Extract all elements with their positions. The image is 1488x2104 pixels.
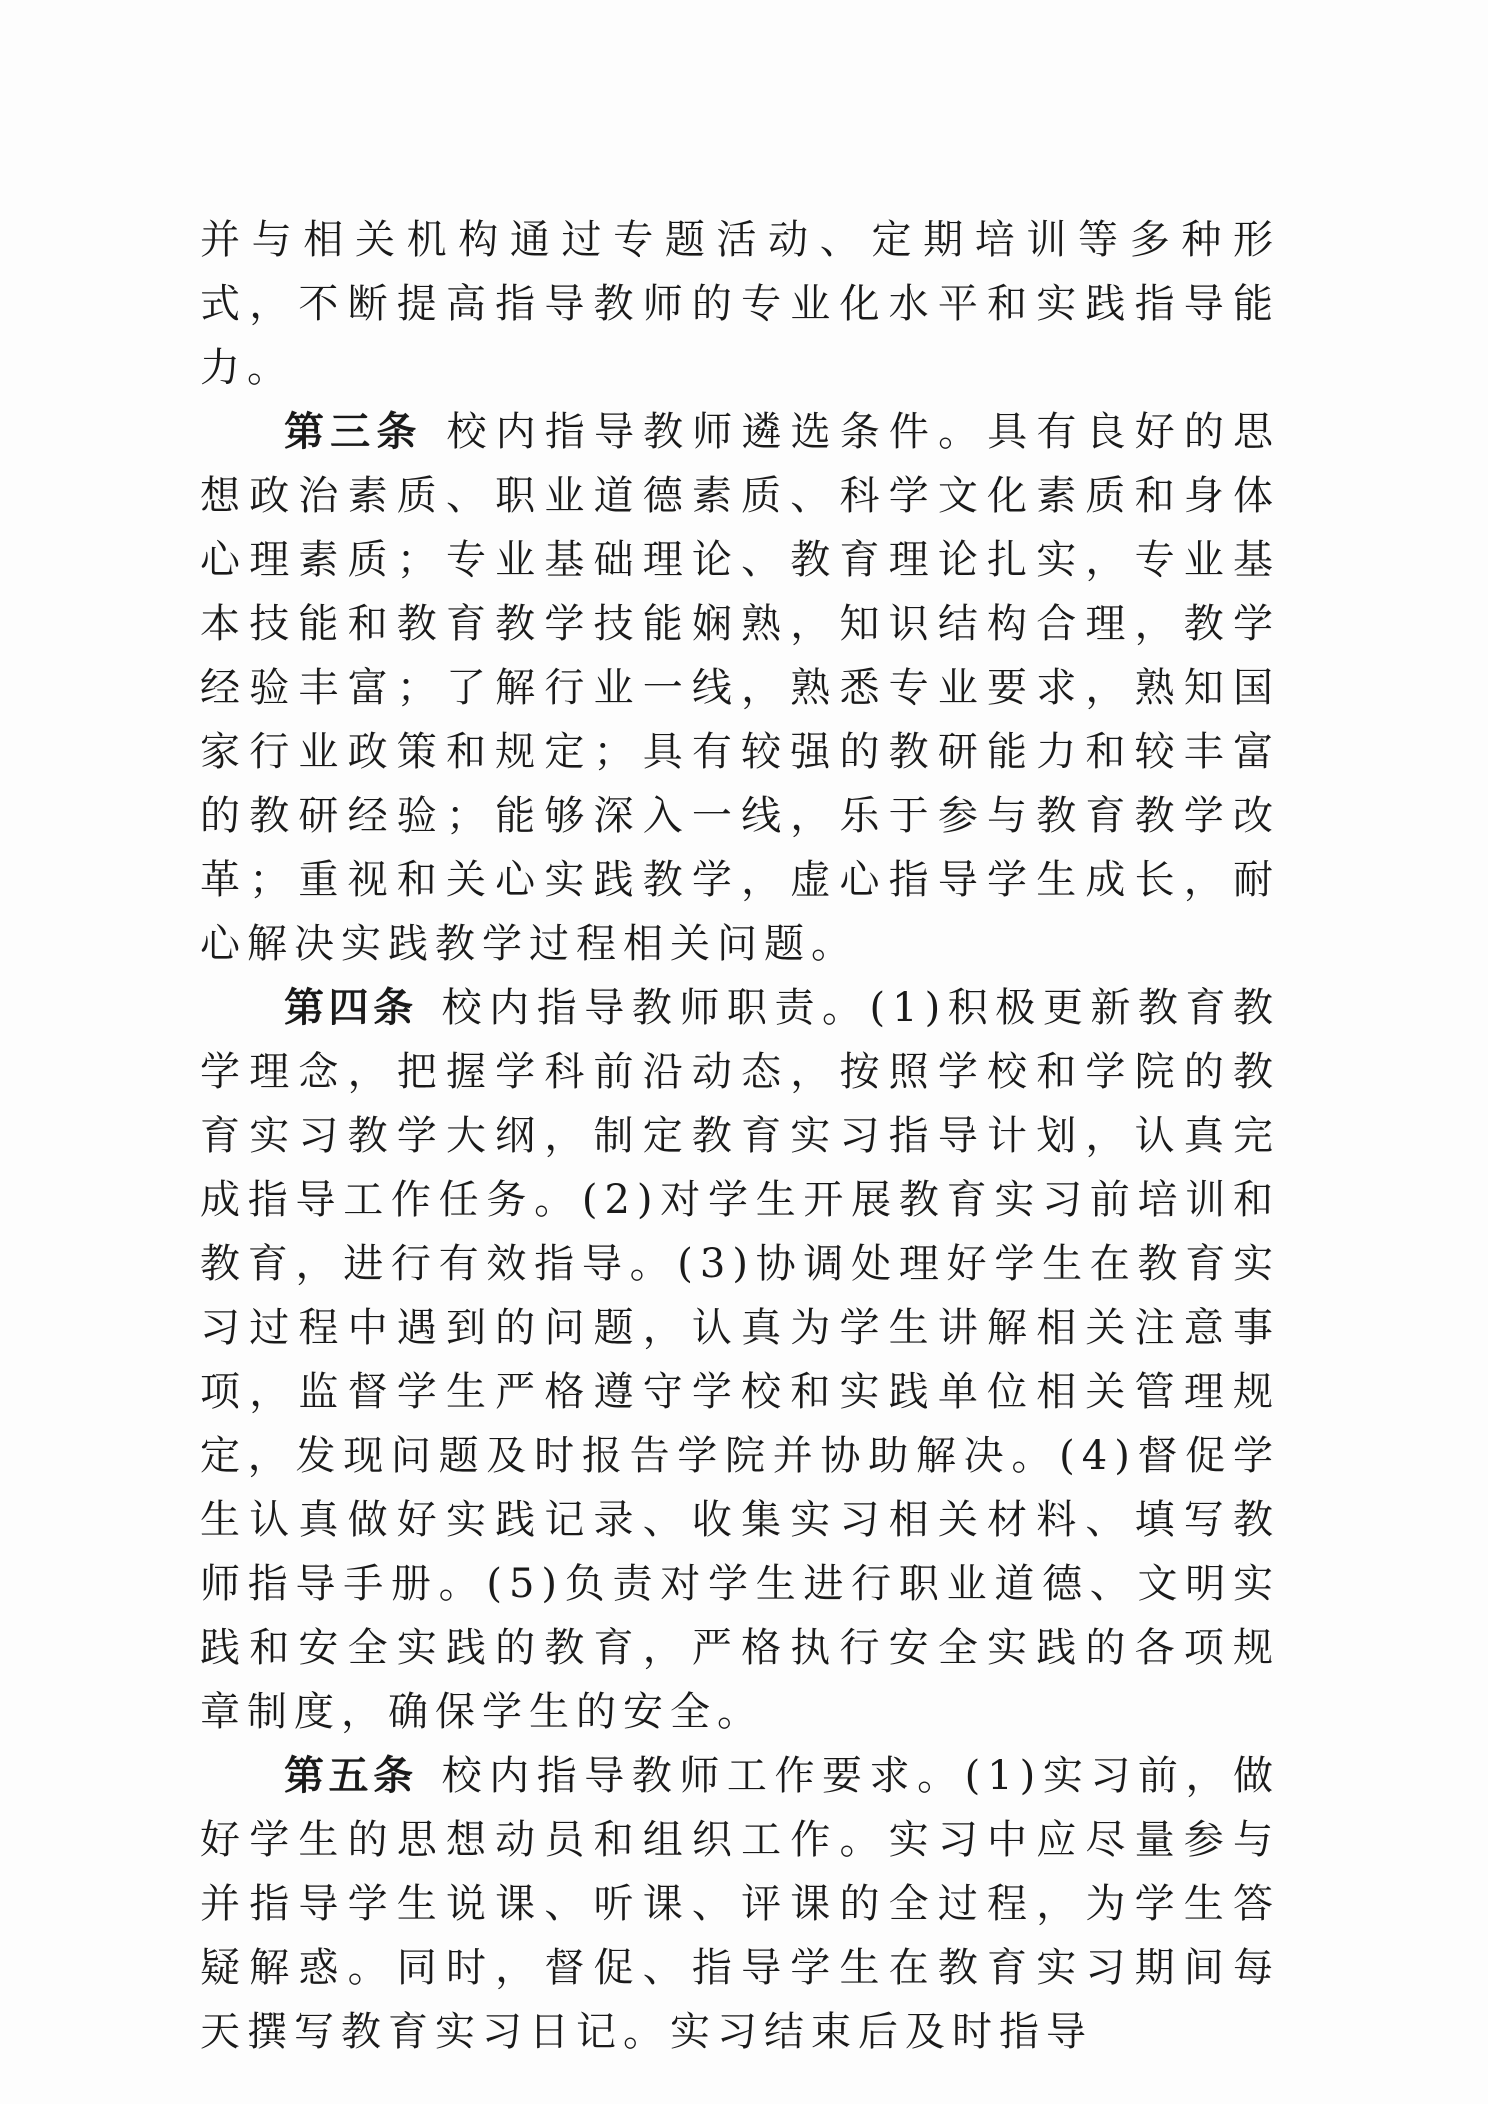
paragraph-text: 校内指导教师职责。(1)积极更新教育教学理念，把握学科前沿动态，按照学校和学院的教育实习教学大纲，制定教育实习指导计划，认真完成指导工作任务。(2)对学生开展教育实习前培训和教育，进行有效指导。(3)协调处理好学生在教育实习过程中遇到的问题，认真为学生讲解相关注意事项，监督学生严格遵守学校和实践单位相关管理规定，发现问题及时报告学院并协助解决。(4)督促学生认真做好实践记录、收集实习相关材料、填写教师指导手册。(5)负责对学生进行职业道德、文明实践和安全实践的教育，严格执行安全实践的各项规章制度，确保学生的安全。 [200,985,1280,1735]
article-label: 第三条 [284,409,423,455]
paragraph-text: 并与相关机构通过专题活动、定期培训等多种形式，不断提高指导教师的专业化水平和实践指导能力。 [200,217,1280,391]
paragraph-article-5 [200,1744,1280,2064]
article-label: 第五条 [284,1753,418,1799]
paragraph-text: 校内指导教师遴选条件。具有良好的思想政治素质、职业道德素质、科学文化素质和身体心理素质；专业基础理论、教育理论扎实，专业基本技能和教育教学技能娴熟，知识结构合理，教学经验丰富；了解行业一线，熟悉专业要求，熟知国家行业政策和规定；具有较强的教研能力和较丰富的教研经验；能够深入一线，乐于参与教育教学改革；重视和关心实践教学，虚心指导学生成长，耐心解决实践教学过程相关问题。 [200,409,1281,967]
paragraph-article-3 [200,400,1280,976]
document-body [200,208,1280,2064]
article-label: 第四条 [284,985,418,1031]
paragraph-continuation [200,208,1280,400]
paragraph-article-4 [200,976,1280,1744]
paragraph-text: 校内指导教师工作要求。(1)实习前，做好学生的思想动员和组织工作。实习中应尽量参与并指导学生说课、听课、评课的全过程，为学生答疑解惑。同时，督促、指导学生在教育实习期间每天撰写教育实习日记。实习结束后及时指导 [200,1753,1280,2055]
